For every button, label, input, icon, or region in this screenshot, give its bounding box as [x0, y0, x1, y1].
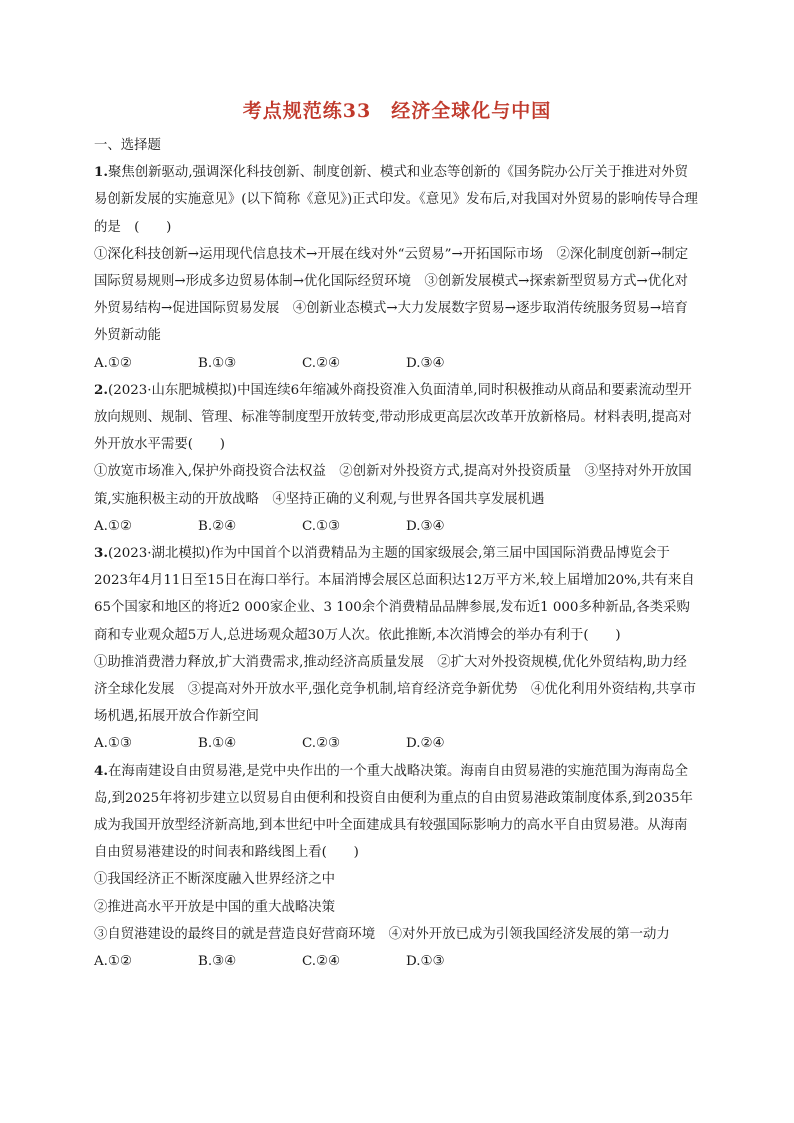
choice-b: B.③④ — [198, 954, 237, 970]
choice-c: C.②④ — [302, 355, 341, 371]
page-title: 考点规范练33 经济全球化与中国 — [242, 100, 552, 122]
choice-a: A.①② — [94, 954, 132, 970]
question-text: (2023·山东肥城模拟)中国连续6年缩减外商投资准入负面清单,同时积极推动从商品和要素流动型开放向规则、规制、管理、标准等制度型开放转变,带动形成更高层次改革开放新格局。材料表明,提高对外开放水平需要( ) — [94, 382, 692, 453]
question-stem — [94, 377, 700, 459]
question-stem — [94, 159, 700, 241]
question-statements: ①深化科技创新→运用现代信息技术→开展在线对外“云贸易”→开拓国际市场 ②深化制度创新→制定国际贸易规则→形成多边贸易体制→优化国际经贸环境 ③创新发展模式→探索新型贸易方式→优化对外贸易结构→促进国际贸易发展 ④创新业态模式→大力发展数字贸易→逐步取消传统服务贸易→培育外贸新动能 — [94, 246, 689, 344]
question-4 — [94, 758, 700, 976]
answer-choices — [94, 513, 700, 540]
choice-d: D.①③ — [406, 954, 445, 970]
document-body — [94, 132, 700, 975]
question-number: 2. — [94, 381, 108, 398]
answer-choices — [94, 730, 700, 757]
choice-d: D.③④ — [406, 355, 445, 371]
question-statements: ①放宽市场准入,保护外商投资合法权益 ②创新对外投资方式,提高对外投资质量 ③坚持对外开放国策,实施积极主动的开放战略 ④坚持正确的义利观,与世界各国共享发展机遇 — [94, 464, 692, 507]
section-heading: 一、选择题 — [94, 138, 161, 153]
choice-a: A.①② — [94, 518, 132, 534]
question-statements: ①助推消费潜力释放,扩大消费需求,推动经济高质量发展 ②扩大对外投资规模,优化外贸结构,助力经济全球化发展 ③提高对外开放水平,强化竞争机制,培育经济竞争新优势 ④优化利用外资结构,共享市场机遇,拓展开放合作新空间 — [94, 654, 696, 725]
question-3 — [94, 540, 700, 758]
choice-c: C.①③ — [302, 518, 341, 534]
question-1 — [94, 159, 700, 377]
question-text: 在海南建设自由贸易港,是党中央作出的一个重大战略决策。海南自由贸易港的实施范围为海南岛全岛,到2025年将初步建立以贸易自由便利和投资自由便利为重点的自由贸易港政策制度体系,到2035年成为我国开放型经济新高地,到本世纪中叶全面建成具有较强国际影响力的高水平自由贸易港。从海南自由贸易港建设的时间表和路线图上看( ) — [94, 763, 693, 861]
question-2 — [94, 377, 700, 540]
question-text: 聚焦创新驱动,强调深化科技创新、制度创新、模式和业态等创新的《国务院办公厅关于推进对外贸易创新发展的实施意见》(以下简称《意见》)正式印发。《意见》发布后,对我国对外贸易的影响传导合理的是 ( ) — [94, 165, 698, 235]
question-stem — [94, 758, 700, 867]
question-number: 1. — [94, 164, 108, 181]
choice-b: B.②④ — [198, 518, 237, 534]
choice-a: A.①③ — [94, 736, 132, 752]
choice-d: D.②④ — [406, 736, 445, 752]
question-stem — [94, 540, 700, 649]
choice-b: B.①④ — [198, 736, 237, 752]
choice-a: A.①② — [94, 355, 132, 371]
choice-c: C.②③ — [302, 736, 341, 752]
answer-choices — [94, 350, 700, 377]
question-statements: ①我国经济正不断深度融入世界经济之中 ②推进高水平开放是中国的重大战略决策 ③自贸港建设的最终目的就是营造良好营商环境 ④对外开放已成为引领我国经济发展的第一动力 — [94, 872, 670, 942]
question-text: (2023·湖北模拟)作为中国首个以消费精品为主题的国家级展会,第三届中国国际消费品博览会于2023年4月11日至15日在海口举行。本届消博会展区总面积达12万平方米,较上届增加20%,共有来自65个国家和地区的将近2 000家企业、3 100余个消费精品品牌参展,发布近1 000多种新品,各类采购商和专业观众超5万人,总进场观众超30万人次。依此推断,本次消博会的举办有利于( ) — [94, 546, 695, 643]
choice-c: C.②④ — [302, 954, 341, 970]
question-number: 4. — [94, 762, 108, 779]
choice-d: D.③④ — [406, 518, 445, 534]
choice-b: B.①③ — [198, 355, 237, 371]
answer-choices — [94, 948, 700, 975]
question-number: 3. — [94, 545, 108, 562]
